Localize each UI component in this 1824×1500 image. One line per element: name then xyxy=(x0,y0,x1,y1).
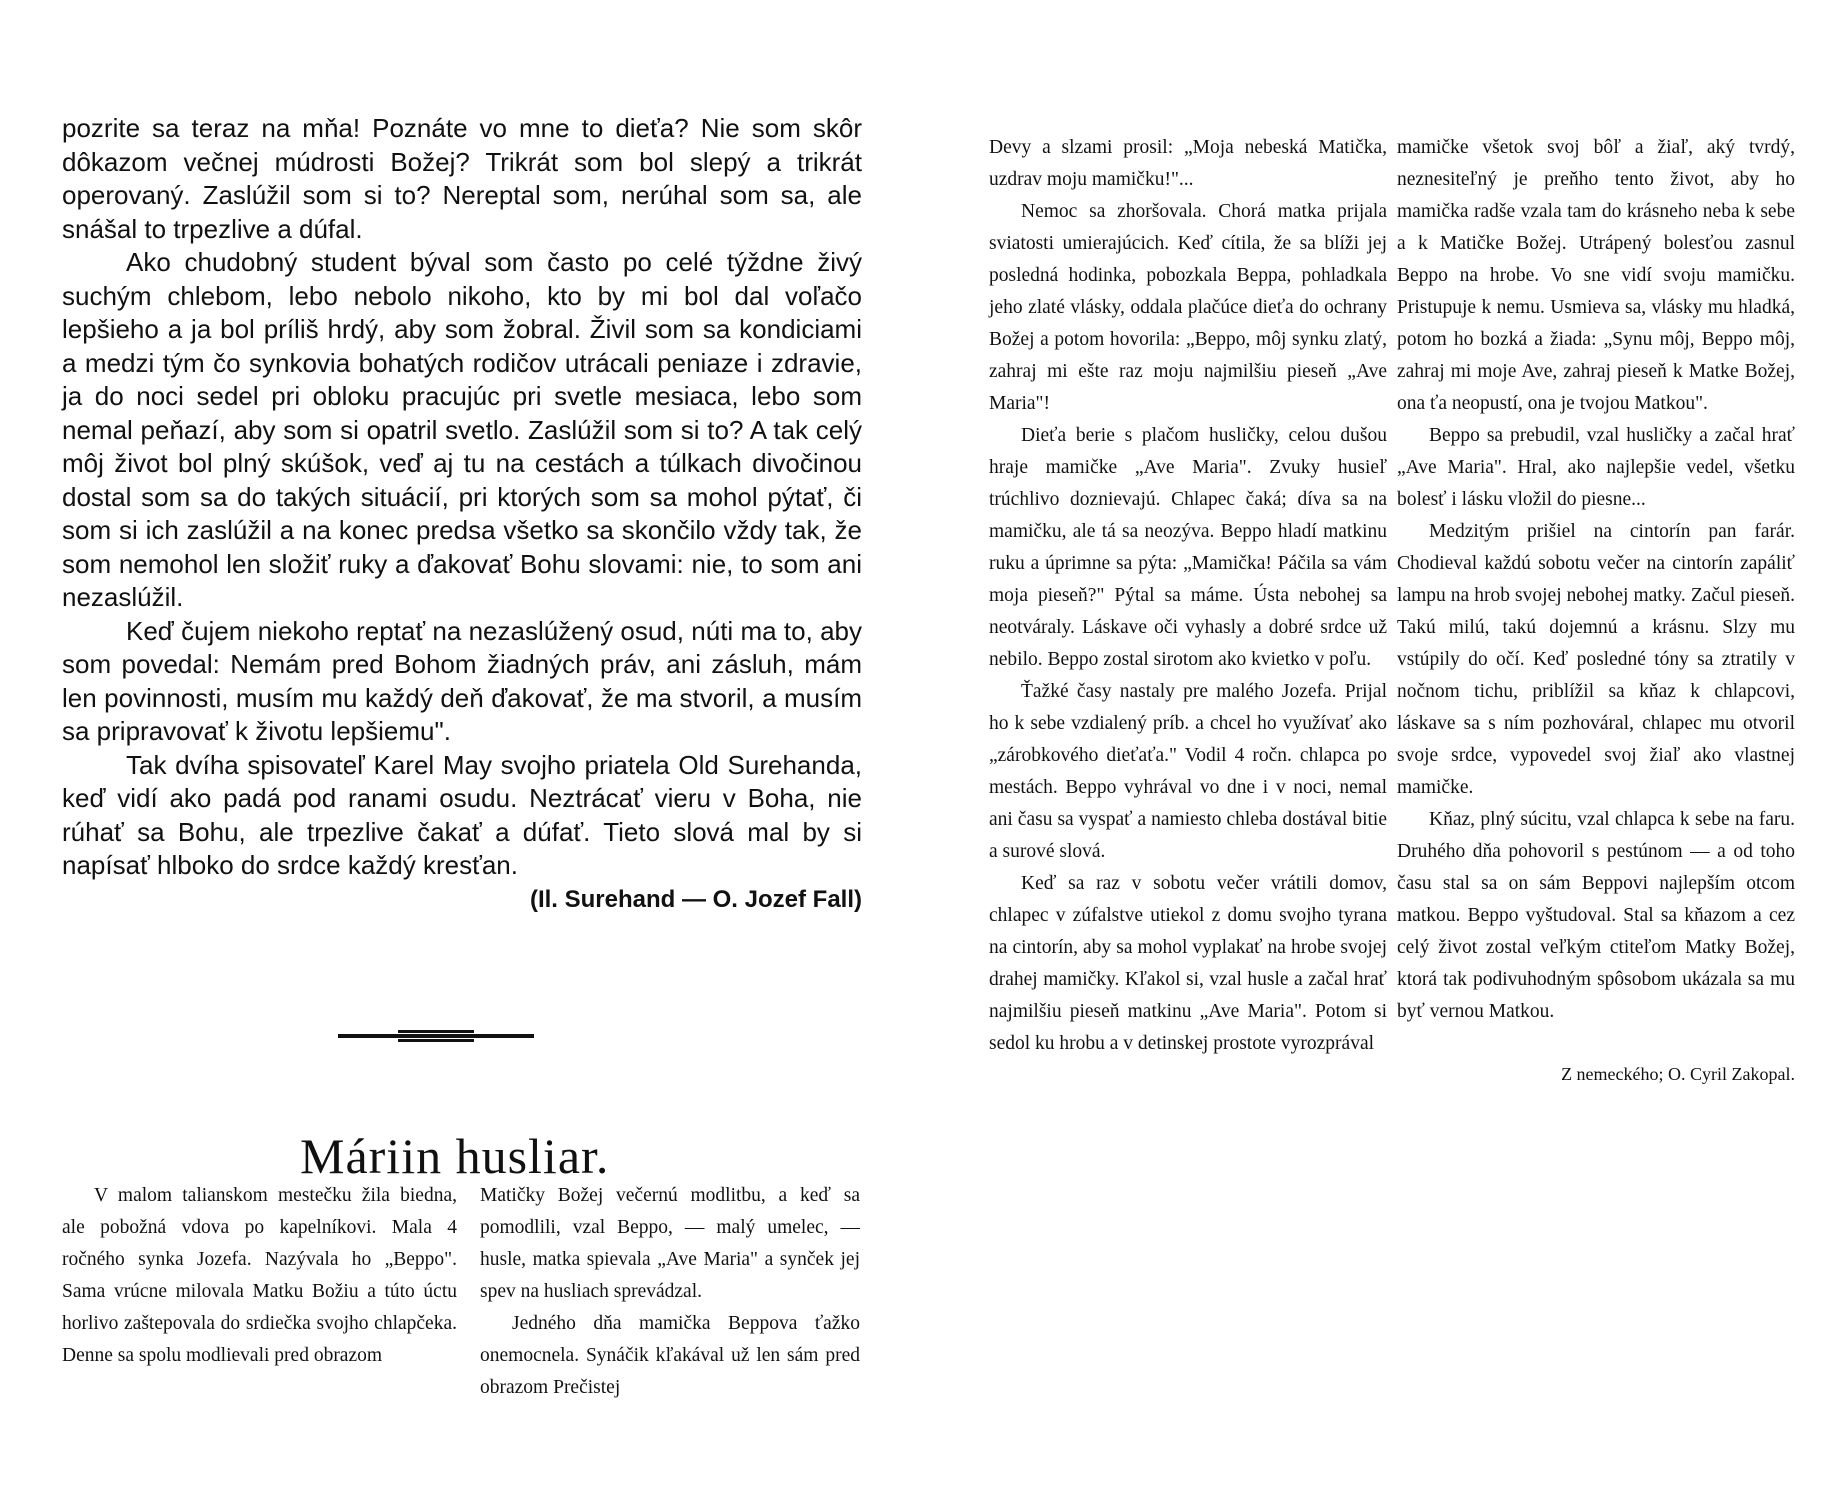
story-paragraph: Devy a slzami prosil: „Moja nebeská Matička, uzdrav moju mamičku!"... xyxy=(989,137,1387,190)
article-signature-line xyxy=(62,883,862,917)
story-paragraph: Jedného dňa mamička Beppova ťažko onemocnela. Synáčik kľakával už len sám pred obrazom Prečistej xyxy=(480,1313,860,1398)
article-paragraph: Tak dvíha spisovateľ Karel May svojho priatela Old Surehanda, keď vidí ako padá pod ranami osudu. Neztrácať vieru v Boha, nie rúhať sa Bohu, ale trpezlive čakať a dúfať. Tieto slová mal by si napísať hlboko do srdce každý kresťan. xyxy=(62,749,862,880)
story-paragraph: Kňaz, plný súcitu, vzal chlapca k sebe na faru. Druhého dňa pohovoril s pestúnom — a od toho času stal sa on sám Beppovi najlepším otcom matkou. Beppo vyštudoval. Stal sa kňazom a cez celý život zostal veľkým ctiteľom Matky Božej, ktorá tak podivuhodným spôsobom ukázala sa mu byť vernou Matkou. xyxy=(1397,809,1795,1022)
article-paragraph: pozrite sa teraz na mňa! Poznáte vo mne to dieťa? Nie som skôr dôkazom večnej múdrosti Božej? Trikrát som bol slepý a trikrát operovaný. Zaslúžil som si to? Nereptal som, nerúhal som sa, ale snášal to trpezlive a dúfal. xyxy=(62,113,862,244)
right-page xyxy=(912,0,1824,1500)
story-paragraph: Medzitým prišiel na cintorín pan farár. Chodieval každú sobotu večer na cintorín zapáliť lampu na hrob svojej nebohej matky. Začul pieseň. Takú milú, takú dojemnú a krásnu. Slzy mu vstúpily do očí. Keď posledné tóny sa ztratily v nočnom tichu, priblížil sa kňaz k chlapcovi, láskave sa s ním pozhováral, chlapec mu otvoril svoje srdce, vypovedel svoj žiaľ ako vlastnej mamičke. xyxy=(1397,521,1795,798)
story-paragraph: Ťažké časy nastaly pre malého Jozefa. Prijal ho k sebe vzdialený príb. a chcel ho využívať ako „zárobkového dieťaťa." Vodil 4 ročn. chlapca po mestách. Beppo vyhrával vo dne i v noci, nemal ani času sa vyspať a namiesto chleba dostával bitie a surové slová. xyxy=(989,681,1387,862)
story-paragraph: V malom talianskom mestečku žila biedna, ale pobožná vdova po kapelníkovi. Mala 4 ročného synka Jozefa. Nazývala ho „Beppo". Sama vrúcne milovala Matku Božiu a túto úctu horlivo zaštepovala do srdiečka svojho chlapčeka. Denne sa spolu modlievali pred obrazom xyxy=(62,1185,457,1366)
story-column-4 xyxy=(1397,132,1795,1090)
story-signature: Z nemeckého; O. Cyril Zakopal. xyxy=(1561,1064,1795,1084)
story-paragraph: Keď sa raz v sobotu večer vrátili domov, chlapec v zúfalstve utiekol z domu svojho tyrana na cintorín, aby sa mohol vyplakať na hrobe svojej drahej mamičky. Kľakol si, vzal husle a začal hrať najmilšiu pieseň matkinu „Ave Maria". Potom si sedol ku hrobu a v detinskej prostote vyrozprával xyxy=(989,873,1387,1054)
story-paragraph: Dieťa berie s plačom husličky, celou dušou hraje mamičke „Ave Maria". Zvuky husieľ trúchlivo doznievajú. Chlapec čaká; díva sa na mamičku, ale tá sa neozýva. Beppo hladí matkinu ruku a úprimne sa pýta: „Mamička! Páčila sa vám moja pieseň?" Pýtal sa máme. Ústa nebohej sa neotváraly. Láskave oči vyhasly a dobré srdce už nebilo. Beppo zostal sirotom ako kvietko v poľu. xyxy=(989,425,1387,670)
article-signature: (Il. Surehand — O. Jozef Fall) xyxy=(529,885,862,913)
story-column-2 xyxy=(480,1180,860,1404)
story-paragraph: Matičky Božej večernú modlitbu, a keď sa pomodlili, vzal Beppo, — malý umelec, — husle, matka spievala „Ave Maria" a synček jej spev na husliach sprevádzal. xyxy=(480,1185,860,1302)
article-paragraph: Ako chudobný student býval som často po celé týždne živý suchým chlebom, lebo nebolo nikoho, kto by mi bol dal voľačo lepšieho a ja bol príliš hrdý, aby som žobral. Živil som sa kondiciami a medzi tým čo synkovia bohatých rodičov utrácali peniaze i zdravie, ja do noci sedel pri obloku pracujúc pri svetle mesiaca, lebo som nemal peňazí, aby som si opatril svetlo. Zaslúžil som si to? A tak celý môj život bol plný skúšok, veď aj tu na cestách a túlkach divočinou dostal som sa do takých situácií, pri ktorých som sa mohol pýtať, či som si ich zaslúžil a na konec predsa všetko sa skončilo vždy tak, že som nemohol len složiť ruky a ďakovať Bohu slovami: nie, to som ani nezaslúžil. xyxy=(62,247,862,612)
story-column-1 xyxy=(62,1180,457,1372)
upper-article xyxy=(62,112,862,916)
story-title: Máriin husliar. xyxy=(300,1127,610,1184)
story-paragraph: mamičke všetok svoj bôľ a žiaľ, aký tvrdý, neznesiteľný je preňho tento život, aby ho mamička radše vzala tam do krásneho neba k sebe a k Matičke Božej. Utrápený bolesťou zasnul Beppo na hrobe. Vo sne vidí svoju mamičku. Pristupuje k nemu. Usmieva sa, vlásky mu hladká, potom ho bozká a žiada: „Synu môj, Beppo môj, zahraj mi moje Ave, zahraj pieseň k Matke Božej, ona ťa neopustí, ona je tvojou Matkou". xyxy=(1397,137,1795,414)
story-column-3 xyxy=(989,132,1387,1060)
story-paragraph: Beppo sa prebudil, vzal husličky a začal hrať „Ave Maria". Hral, ako najlepšie vedel, všetku bolesť i lásku vložil do piesne... xyxy=(1397,425,1795,510)
article-paragraph: Keď čujem niekoho reptať na nezaslúžený osud, núti ma to, aby som povedal: Nemám pred Bohom žiadných práv, ani zásluh, mám len povinnosti, musím mu každý deň ďakovať, že ma stvoril, a musím sa pripravovať k životu lepšiemu". xyxy=(62,615,862,746)
story-paragraph: Nemoc sa zhoršovala. Chorá matka prijala sviatosti umierajúcich. Keď cítila, že sa blíži jej posledná hodinka, pobozkala Beppa, pohladkala jeho zlaté vlásky, oddala plačúce dieťa do ochrany Božej a potom hovorila: „Beppo, môj synku zlatý, zahraj mi ešte raz moju najmilšiu pieseň „Ave Maria"! xyxy=(989,201,1387,414)
ornamental-divider xyxy=(338,1032,534,1042)
